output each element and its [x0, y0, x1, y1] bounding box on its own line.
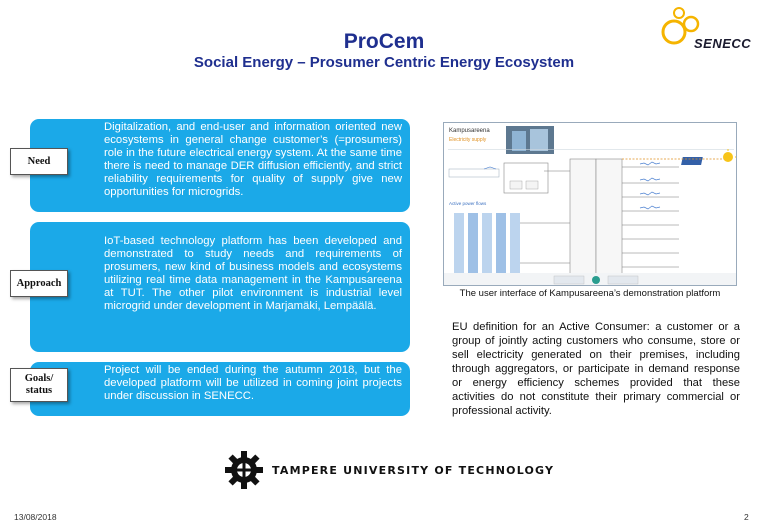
logo-text: SENECC	[694, 36, 752, 51]
page-title: ProCem	[343, 30, 425, 53]
approach-tag: Approach	[10, 270, 68, 297]
need-panel	[30, 119, 410, 212]
figure-subtitle: Electricity supply	[449, 137, 487, 143]
page-subtitle: Social Energy – Prosumer Centric Energy Ecosystem	[193, 54, 575, 71]
platform-screenshot	[443, 122, 737, 286]
goals-tag	[10, 368, 68, 402]
page-number: 2	[744, 512, 749, 522]
approach-panel	[30, 222, 410, 352]
need-text: Digitalization, and end-user and information oriented new ecosystems in general change customer’s (=prosumers) role in the future electrical energy system. At the same time there is need to manage DER diffusion efficiently, and strict reliability requirements for quality of supply give new opportunities for microgrids.	[104, 121, 402, 198]
solar-panel-icon	[681, 157, 703, 165]
svg-text:Active power flows: Active power flows	[449, 201, 487, 206]
goals-text: Project will be ended during the autumn 2018, but the developed platform will be utilized in coming joint projects under discussion in SENECC.	[104, 364, 402, 402]
eu-definition: EU definition for an Active Consumer: a customer or a group of jointly acting customers who consume, store or sell electricity generated on their premises, including through aggregators, or participate in demand response or energy efficiency schemes provided that these activities do not constitute their primary commercial or professional activity.	[452, 321, 740, 417]
goals-tag-line2: status	[25, 385, 53, 396]
goals-panel	[30, 362, 410, 416]
senecc-logo	[660, 4, 760, 62]
approach-text: IoT-based technology platform has been developed and demonstrated to study needs and requirements of prosumers, new kind of business models and ecosystems utilizing real time data management in the Kampusareena at TUT. The other pilot environment is industrial level microgrid under development in Marjamäki, Lempäälä.	[104, 235, 402, 312]
tut-gear-icon	[224, 450, 264, 490]
figure-title: Kampusareena	[449, 128, 490, 134]
footer-date: 13/08/2018	[14, 512, 57, 522]
figure-caption: The user interface of Kampusareena’s demonstration platform	[459, 288, 721, 299]
goals-tag-line1: Goals/	[24, 373, 54, 384]
need-tag: Need	[10, 148, 68, 175]
platform-diagram	[444, 123, 737, 286]
tut-logo	[224, 450, 554, 490]
university-name: TAMPERE UNIVERSITY OF TECHNOLOGY	[272, 463, 555, 477]
